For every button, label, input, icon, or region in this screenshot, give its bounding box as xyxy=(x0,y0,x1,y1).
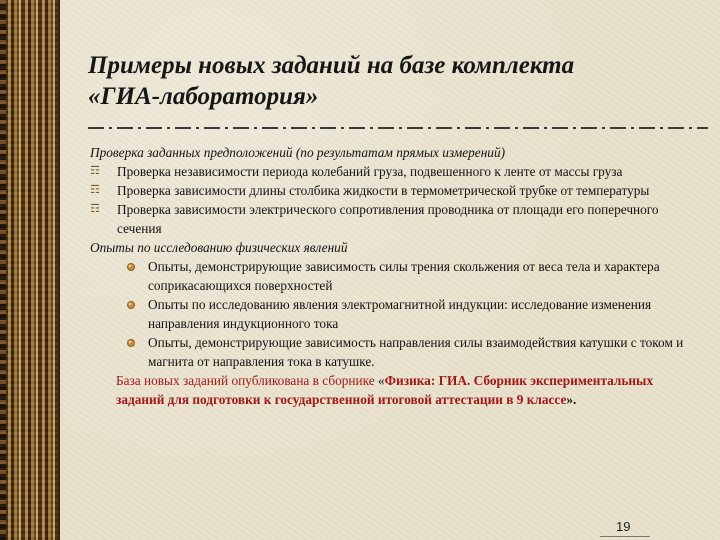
round-bullet-icon xyxy=(126,338,136,348)
section1-item-text: Проверка зависимости электрического сопротивления проводника от площади его поперечного сечения xyxy=(117,202,659,236)
note-book-title: Физика: ГИА. Сборник экспериментальных заданий для подготовки к государственной итоговой аттестации в 9 классе xyxy=(116,373,654,407)
slide-content xyxy=(90,143,695,409)
section2-item-text: Опыты по исследованию явления электромагнитной индукции: исследование изменения направления индукционного тока xyxy=(148,297,652,331)
page-number: 19 xyxy=(616,519,631,534)
section2-item xyxy=(90,333,695,371)
section1-item xyxy=(90,162,695,181)
section2-item xyxy=(90,295,695,333)
title-line-2: «ГИА-лаборатория» xyxy=(88,83,319,110)
section1-item xyxy=(90,181,695,200)
section1-item-text: Проверка зависимости длины столбика жидкости в термометрической трубке от температуры xyxy=(117,183,650,198)
title-divider xyxy=(88,127,708,129)
round-bullet-icon xyxy=(126,300,136,310)
section2-item-text: Опыты, демонстрирующие зависимость силы трения скольжения от веса тела и характера соприкасающихся поверхностей xyxy=(148,259,660,293)
note-prefix: База новых заданий опубликована в сборнике xyxy=(116,373,378,388)
publication-note xyxy=(90,371,695,409)
border-edge xyxy=(0,0,6,540)
note-quote-close: ». xyxy=(566,392,577,407)
ornament-bullet-icon: ☶ xyxy=(90,165,100,177)
round-bullet-icon xyxy=(126,262,136,272)
section1-item xyxy=(90,200,695,238)
page-number-underline xyxy=(600,536,650,537)
section2-heading: Опыты по исследованию физических явлений xyxy=(90,240,348,255)
section1-item-text: Проверка независимости периода колебаний груза, подвешенного к ленте от массы груза xyxy=(117,164,623,179)
section2-item-text: Опыты, демонстрирующие зависимость направления силы взаимодействия катушки с током и магнита от направления тока в катушке. xyxy=(148,335,684,369)
section1-heading: Проверка заданных предположений (по результатам прямых измерений) xyxy=(90,145,506,160)
note-quote-open: « xyxy=(377,373,385,388)
ornament-bullet-icon: ☶ xyxy=(90,203,100,215)
ornament-bullet-icon: ☶ xyxy=(90,184,100,196)
section2-item xyxy=(90,257,695,295)
decorative-border xyxy=(0,0,60,540)
slide-title xyxy=(88,50,698,112)
title-line-1: Примеры новых заданий на базе комплекта xyxy=(88,52,575,79)
